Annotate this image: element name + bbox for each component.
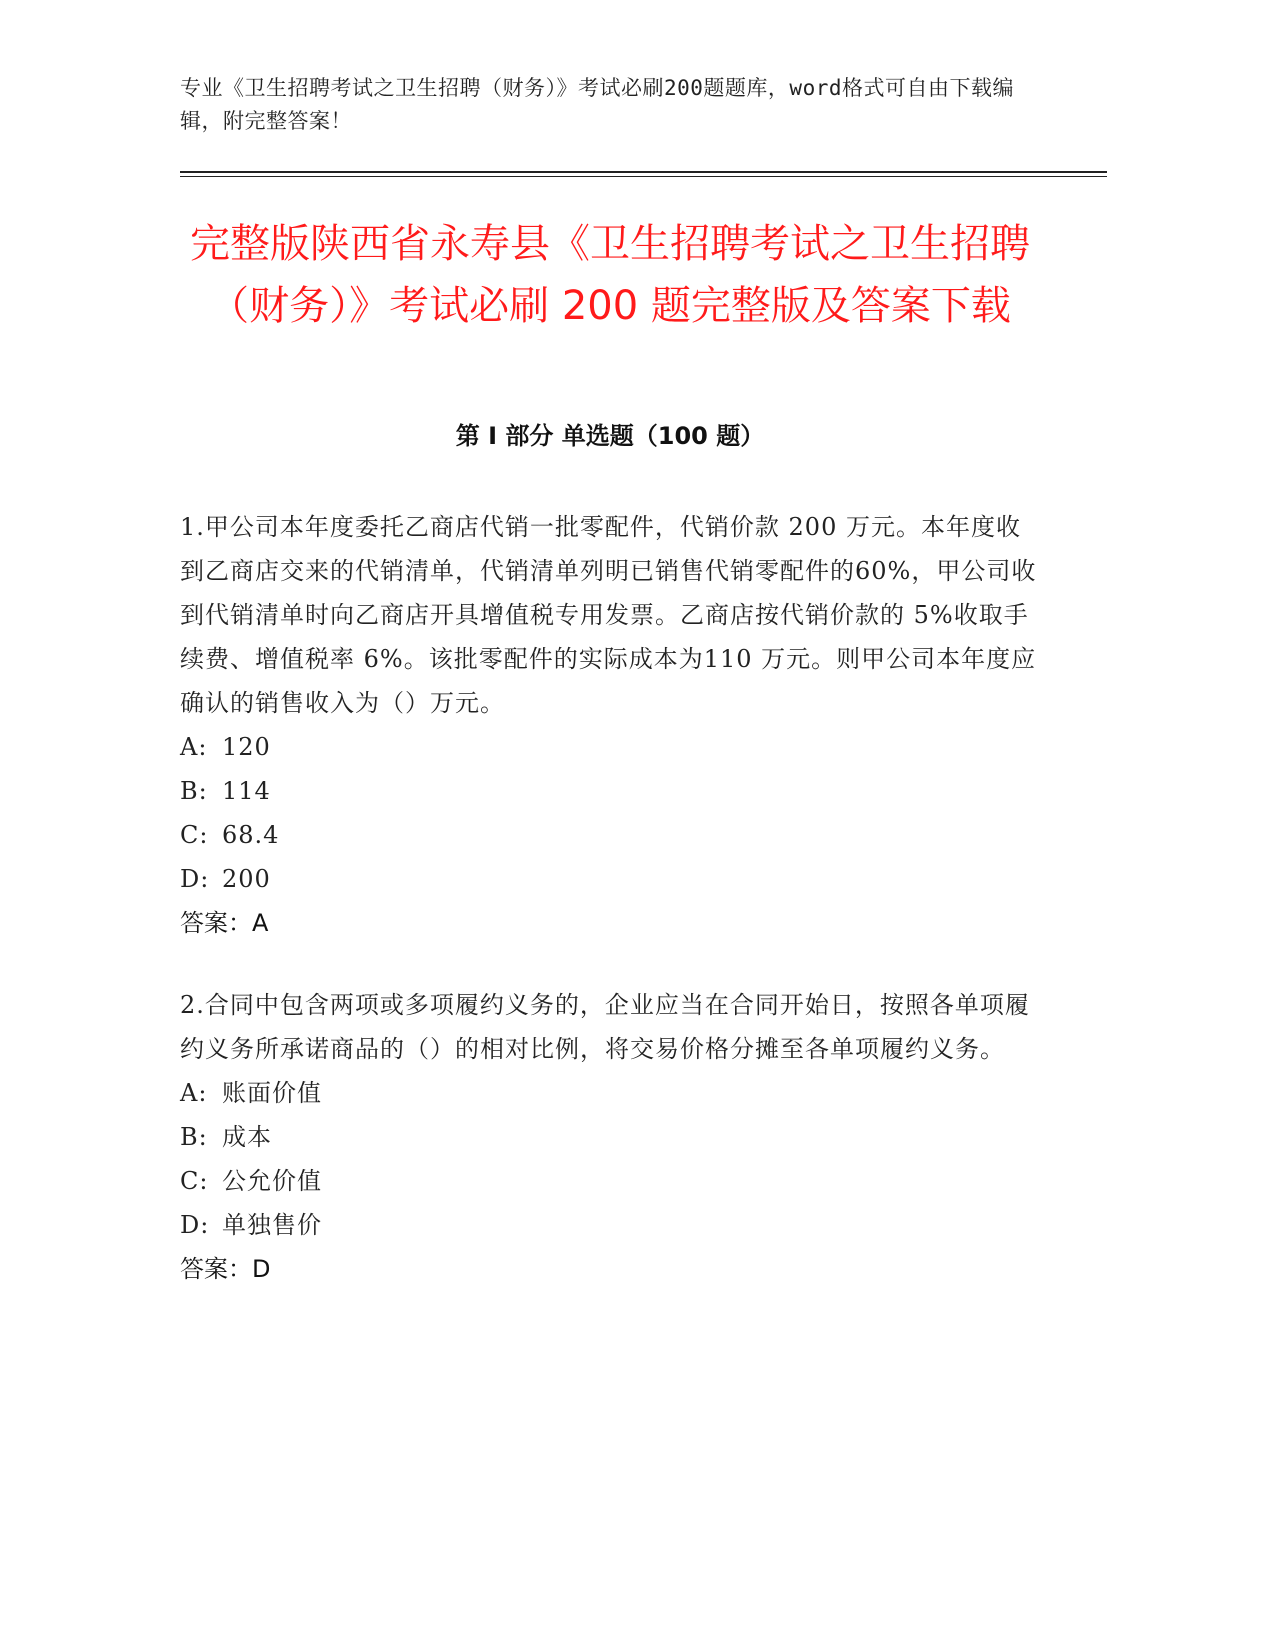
option-d [180,857,1040,901]
option-a [180,725,1040,769]
option-text: 账面价值 [222,1079,322,1107]
answer-line: 答案：A [180,909,269,937]
question-stem: 1.甲公司本年度委托乙商店代销一批零配件，代销价款 200 万元。本年度收到乙商店交来的代销清单，代销清单列明已销售代销零配件的60%，甲公司收到代销清单时向乙商店开具增值税专用发票。乙商店按代销价款的 5%收取手续费、增值税率 6%。该批零配件的实际成本为110 万元。则甲公司本年度应确认的销售收入为（）万元。 [180,513,1037,717]
option-b [180,1115,1040,1159]
document-title: 完整版陕西省永寿县《卫生招聘考试之卫生招聘（财务）》考试必刷 200 题完整版及答案下载 [190,221,1030,329]
option-text: 成本 [222,1123,272,1151]
option-text: 单独售价 [222,1211,322,1239]
option-text: 公允价值 [222,1167,322,1195]
header-note: 专业《卫生招聘考试之卫生招聘（财务）》考试必刷200题题库，word格式可自由下载编辑，附完整答案！ [180,76,1014,133]
header-divider-thin [180,176,1107,177]
option-letter: D: [180,865,210,893]
option-text: 114 [222,777,271,805]
option-d [180,1203,1040,1247]
option-b [180,769,1040,813]
option-c [180,813,1040,857]
option-a [180,1071,1040,1115]
option-letter: C: [180,1167,209,1195]
option-letter: D: [180,1211,210,1239]
option-text: 200 [222,865,271,893]
question-1 [180,505,1040,945]
option-c [180,1159,1040,1203]
option-letter: C: [180,821,209,849]
option-text: 68.4 [222,821,280,849]
option-text: 120 [222,733,271,761]
option-letter: A: [180,733,208,761]
section-heading: 第 I 部分 单选题（100 题） [455,422,765,450]
question-2 [180,983,1040,1291]
option-letter: B: [180,1123,208,1151]
option-letter: A: [180,1079,208,1107]
answer-line: 答案：D [180,1255,271,1283]
option-letter: B: [180,777,208,805]
header-divider-thick [180,171,1107,173]
question-stem: 2.合同中包含两项或多项履约义务的，企业应当在合同开始日，按照各单项履约义务所承诺商品的（）的相对比例，将交易价格分摊至各单项履约义务。 [180,991,1030,1063]
